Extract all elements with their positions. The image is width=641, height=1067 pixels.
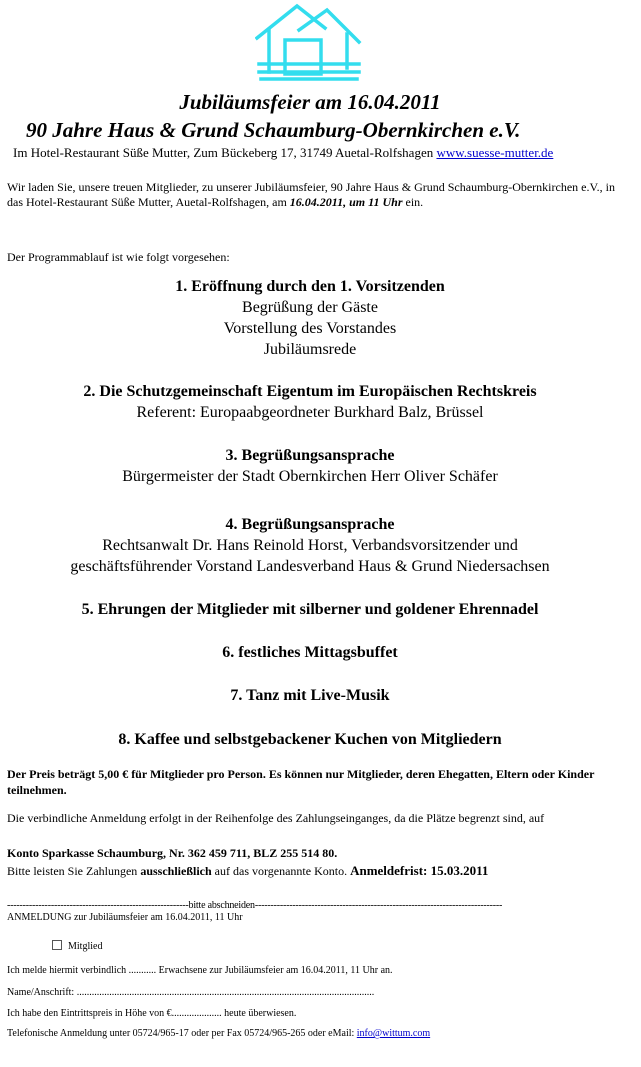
program-item-6 <box>0 642 620 663</box>
registration-text: Die verbindliche Anmeldung erfolgt in der Reihenfolge des Zahlungseinganges, da die Plätze begrenzt sind, auf <box>7 811 545 825</box>
form-line-payment: Ich habe den Eintrittspreis in Höhe von €.................... heute überwiesen. <box>7 1008 297 1019</box>
invitation-text <box>7 180 629 210</box>
program-intro: Der Programmablauf ist wie folgt vorgesehen: <box>7 250 230 264</box>
program-heading: 3. Begrüßungsansprache <box>225 447 395 464</box>
program-heading: 2. Die Schutzgemeinschaft Eigentum im Europäischen Rechtskreis <box>83 383 537 400</box>
payment-note <box>7 863 488 879</box>
program-heading: 8. Kaffee und selbstgebackener Kuchen von Mitgliedern <box>118 731 502 748</box>
contact-text: Telefonische Anmeldung unter 05724/965-17 oder per Fax 05724/965-265 oder eMail: <box>7 1028 357 1039</box>
form-line-name: Name/Anschrift: ....................................................................................................................... <box>7 987 375 998</box>
event-title: Jubiläumsfeier am 16.04.2011 <box>179 90 441 114</box>
program-heading: 4. Begrüßungsansprache <box>225 516 395 533</box>
website-link[interactable]: www.suesse-mutter.de <box>436 145 554 160</box>
program-heading: 6. festliches Mittagsbuffet <box>222 644 398 661</box>
program-line: Bürgermeister der Stadt Obernkirchen Herr Oliver Schäfer <box>122 468 498 485</box>
form-title: ANMELDUNG zur Jubiläumsfeier am 16.04.2011, 11 Uhr <box>7 912 243 923</box>
venue-address <box>13 145 553 161</box>
program-line: geschäftsführender Vorstand Landesverband Haus & Grund Niedersachsen <box>70 558 550 575</box>
program-line: Referent: Europaabgeordneter Burkhard Balz, Brüssel <box>136 404 484 421</box>
form-line-attendees: Ich melde hiermit verbindlich ........... Erwachsene zur Jubiläumsfeier am 16.04.2011, 11 Uhr an. <box>7 965 393 976</box>
registration-deadline: Anmeldefrist: 15.03.2011 <box>350 863 489 878</box>
program-item-4 <box>0 514 620 577</box>
program-heading: 7. Tanz mit Live-Musik <box>230 687 390 704</box>
program-heading: 5. Ehrungen der Mitglieder mit silberner und goldener Ehrennadel <box>81 601 539 618</box>
bank-account: Konto Sparkasse Schaumburg, Nr. 362 459 711, BLZ 255 514 80. <box>7 846 338 860</box>
program-line: Begrüßung der Gäste <box>242 299 378 316</box>
program-item-2 <box>0 381 620 423</box>
member-checkbox[interactable] <box>52 940 62 950</box>
program-item-5 <box>0 599 620 620</box>
price-note: Der Preis beträgt 5,00 € für Mitglieder pro Person. Es können nur Mitglieder, deren Ehegatten, Eltern oder Kinder teilnehmen. <box>7 767 595 797</box>
payment-emphasis: ausschließlich <box>140 864 212 878</box>
association-title: 90 Jahre Haus & Grund Schaumburg-Obernkirchen e.V. <box>26 118 521 142</box>
program-item-7 <box>0 685 620 706</box>
address-text: Im Hotel-Restaurant Süße Mutter, Zum Bückeberg 17, 31749 Auetal-Rolfshagen <box>13 145 434 160</box>
form-line-contact <box>7 1028 430 1039</box>
email-link[interactable]: info@wittum.com <box>356 1028 431 1039</box>
cut-line: ----------------------------------------------------------bitte abschneiden------------------------------------------------------------------------------- <box>7 900 503 911</box>
member-option[interactable] <box>52 940 102 952</box>
intro-text: Wir laden Sie, unsere treuen Mitglieder, zu unserer Jubiläumsfeier, 90 Jahre Haus & Grund Schaumburg-Obernkirchen e.V., in das Hotel-Restaurant Süße Mutter, Auetal-Rolfshagen, am <box>7 180 615 209</box>
payment-prefix: Bitte leisten Sie Zahlungen <box>7 864 141 878</box>
intro-suffix: ein. <box>405 195 424 209</box>
program-heading: 1. Eröffnung durch den 1. Vorsitzenden <box>175 278 445 295</box>
payment-middle: auf das vorgenannte Konto. <box>211 864 351 878</box>
program-line: Jubiläumsrede <box>263 341 357 358</box>
member-label: Mitglied <box>68 941 103 952</box>
program-line: Rechtsanwalt Dr. Hans Reinold Horst, Verbandsvorsitzender und <box>102 537 518 554</box>
program-item-8 <box>0 729 620 750</box>
program-item-1 <box>0 276 620 360</box>
program-item-3 <box>0 445 620 487</box>
event-date: 16.04.2011, um 11 Uhr <box>289 195 403 209</box>
program-line: Vorstellung des Vorstandes <box>223 320 397 337</box>
house-logo <box>255 2 365 84</box>
